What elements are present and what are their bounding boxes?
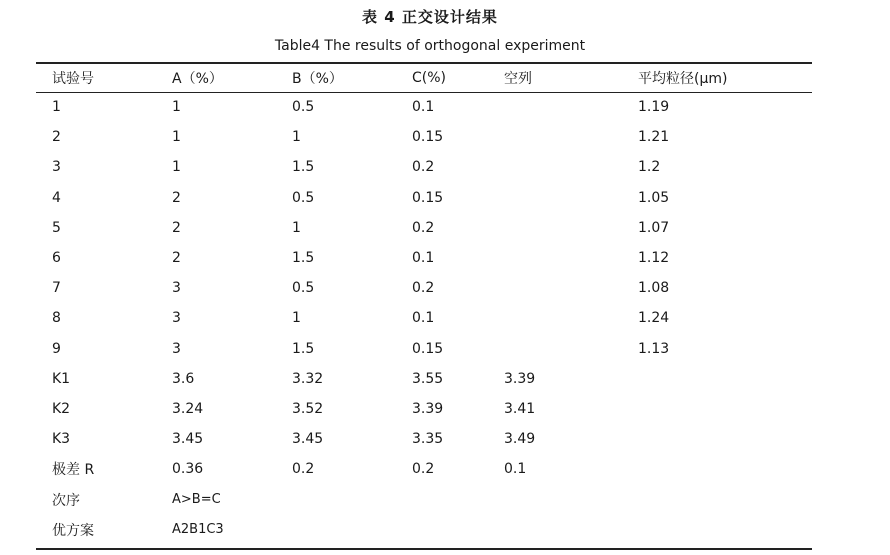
cell-factor-a: 2 <box>172 250 181 267</box>
cell-mean-particle-size: 1.24 <box>638 310 670 327</box>
header-row <box>36 63 812 92</box>
cell-mean-particle-size: 1.12 <box>638 250 670 267</box>
header-factor-a: A（%） <box>172 70 223 87</box>
bottom-rule <box>36 548 812 550</box>
cell-empty-column <box>488 243 622 273</box>
cell-factor-c: 0.15 <box>412 189 444 206</box>
cell-mean-particle-size <box>622 394 812 424</box>
cell-factor-a: 0.36 <box>172 461 204 478</box>
cell-mean-particle-size: 1.21 <box>638 129 670 146</box>
table-row <box>36 364 812 394</box>
summary-value: A2B1C3 <box>172 522 224 538</box>
table-row <box>36 454 812 484</box>
cell-trial-no: 极差 R <box>52 462 95 479</box>
cell-trial-no: 8 <box>52 310 61 327</box>
cell-factor-a: 3 <box>172 340 181 357</box>
table-row <box>36 122 812 152</box>
cell-factor-a: 3.45 <box>172 431 204 448</box>
summary-label: 优方案 <box>52 522 94 539</box>
cell-factor-c: 0.2 <box>412 159 435 176</box>
cell-trial-no: K2 <box>52 400 71 417</box>
table-row <box>36 213 812 243</box>
table-row <box>36 394 812 424</box>
cell-empty-column <box>488 92 622 122</box>
cell-factor-a: 2 <box>172 189 181 206</box>
cell-trial-no: K1 <box>52 370 71 387</box>
header-factor-c: C(%) <box>412 69 447 86</box>
cell-factor-b: 1 <box>292 129 301 146</box>
cell-factor-a: 3.24 <box>172 400 204 417</box>
cell-trial-no: 1 <box>52 99 61 116</box>
summary-label: 次序 <box>52 492 80 509</box>
cell-factor-c: 3.39 <box>412 400 444 417</box>
table-row <box>36 183 812 213</box>
cell-factor-b: 1.5 <box>292 159 315 176</box>
cell-trial-no: 2 <box>52 129 61 146</box>
cell-factor-c: 0.1 <box>412 310 435 327</box>
cell-mean-particle-size <box>622 454 812 484</box>
header-factor-b: B（%） <box>292 70 343 87</box>
cell-factor-b: 0.5 <box>292 99 315 116</box>
table-row <box>36 152 812 182</box>
cell-factor-a: 2 <box>172 219 181 236</box>
cell-empty-column <box>488 183 622 213</box>
cell-factor-c: 0.1 <box>412 250 435 267</box>
cell-mean-particle-size: 1.19 <box>638 99 670 116</box>
cell-factor-b: 3.52 <box>292 400 324 417</box>
cell-factor-b: 1.5 <box>292 250 315 267</box>
cell-factor-a: 1 <box>172 129 181 146</box>
header-empty-column: 空列 <box>504 70 532 87</box>
cell-mean-particle-size: 1.2 <box>638 159 661 176</box>
cell-empty-column <box>488 122 622 152</box>
cell-factor-c: 0.15 <box>412 340 444 357</box>
cell-empty-column: 3.49 <box>504 431 536 448</box>
summary-row <box>36 484 812 514</box>
table-row <box>36 273 812 303</box>
cell-factor-c: 0.1 <box>412 99 435 116</box>
cell-factor-c: 0.15 <box>412 129 444 146</box>
cell-empty-column <box>488 152 622 182</box>
cell-factor-c: 3.35 <box>412 431 444 448</box>
orthogonal-results-table <box>36 63 812 545</box>
cell-trial-no: 4 <box>52 189 61 206</box>
cell-factor-b: 1.5 <box>292 340 315 357</box>
header-mean-particle-size: 平均粒径(μm) <box>638 70 728 87</box>
cell-trial-no: 5 <box>52 219 61 236</box>
table-title-en: Table4 The results of orthogonal experiment <box>274 38 586 54</box>
cell-mean-particle-size: 1.05 <box>638 189 670 206</box>
cell-trial-no: 7 <box>52 280 61 297</box>
table-title-cn: 表 4 正交设计结果 <box>362 8 498 26</box>
cell-empty-column <box>488 303 622 333</box>
cell-empty-column <box>488 273 622 303</box>
cell-mean-particle-size: 1.08 <box>638 280 670 297</box>
table-row <box>36 243 812 273</box>
cell-factor-b: 3.45 <box>292 431 324 448</box>
cell-empty-column <box>488 213 622 243</box>
cell-mean-particle-size <box>622 424 812 454</box>
cell-trial-no: 6 <box>52 250 61 267</box>
cell-mean-particle-size <box>622 364 812 394</box>
cell-empty-column <box>488 334 622 364</box>
table-row <box>36 92 812 122</box>
cell-trial-no: 9 <box>52 340 61 357</box>
cell-factor-b: 3.32 <box>292 370 324 387</box>
cell-mean-particle-size: 1.07 <box>638 219 670 236</box>
cell-factor-b: 0.2 <box>292 461 315 478</box>
cell-factor-a: 3 <box>172 280 181 297</box>
table-row <box>36 303 812 333</box>
cell-factor-a: 3.6 <box>172 370 195 387</box>
cell-factor-c: 0.2 <box>412 280 435 297</box>
summary-value: A>B=C <box>172 492 221 508</box>
cell-factor-a: 1 <box>172 159 181 176</box>
cell-trial-no: K3 <box>52 431 71 448</box>
cell-factor-b: 0.5 <box>292 280 315 297</box>
cell-factor-c: 3.55 <box>412 370 444 387</box>
header-trial-no: 试验号 <box>52 70 94 87</box>
cell-empty-column: 3.39 <box>504 370 536 387</box>
cell-factor-c: 0.2 <box>412 219 435 236</box>
table-row <box>36 424 812 454</box>
cell-trial-no: 3 <box>52 159 61 176</box>
cell-factor-c: 0.2 <box>412 461 435 478</box>
cell-factor-b: 0.5 <box>292 189 315 206</box>
summary-row <box>36 515 812 545</box>
cell-empty-column: 3.41 <box>504 400 536 417</box>
cell-factor-a: 1 <box>172 99 181 116</box>
cell-factor-a: 3 <box>172 310 181 327</box>
cell-factor-b: 1 <box>292 219 301 236</box>
cell-empty-column: 0.1 <box>504 461 527 478</box>
cell-mean-particle-size: 1.13 <box>638 340 670 357</box>
table-row <box>36 334 812 364</box>
cell-factor-b: 1 <box>292 310 301 327</box>
